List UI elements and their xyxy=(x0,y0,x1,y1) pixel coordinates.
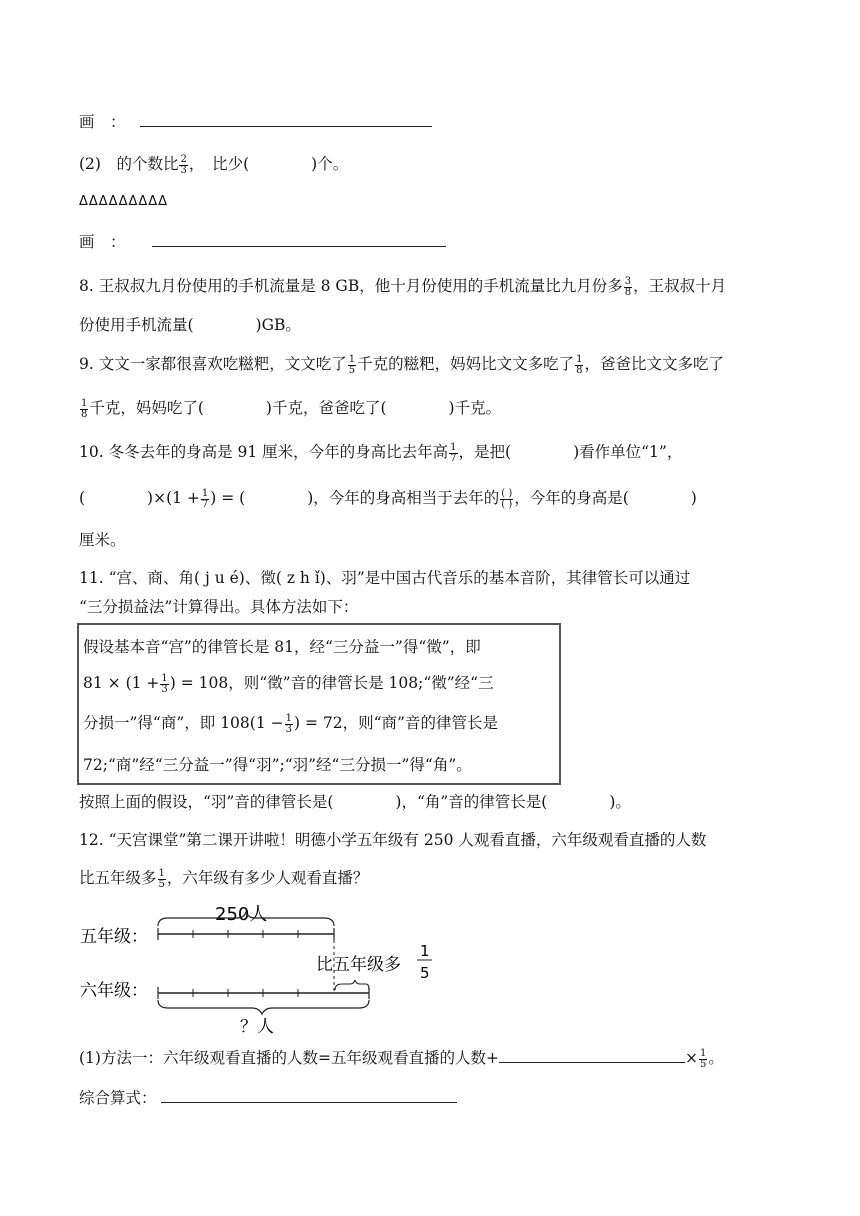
more-den: 5 xyxy=(420,964,430,982)
fraction: $\frac{1}{8}$ xyxy=(576,353,583,376)
box-row-4: 72;“商”经“三分益一”得“羽”;“羽”经“三分损一”得“角”。 xyxy=(83,756,472,774)
fraction: ( ) ( ) xyxy=(501,487,513,510)
q7-text: (2) 的个数比 xyxy=(79,155,179,173)
draw-line-1 xyxy=(79,112,432,132)
answer-blank[interactable] xyxy=(161,1088,457,1103)
draw-label: 画 ： xyxy=(79,233,126,251)
answer-blank[interactable] xyxy=(499,1048,685,1063)
q7-text: ， 比 xyxy=(188,155,228,173)
fraction: $\frac{1}{7}$ xyxy=(201,487,209,510)
box-row-1: 假设基本音“宫”的律管长是 81，经“三分益一”得“徵”，即 xyxy=(83,638,481,656)
count-label: 250人 xyxy=(215,904,268,925)
q12-line1: 12. “天宫课堂”第二课开讲啦！明德小学五年级有 250 人观看直播，六年级观看直播的人数 xyxy=(79,831,707,849)
q10-line3: 厘米。 xyxy=(79,531,126,549)
fraction: $\frac{2}{3}$ xyxy=(180,153,187,176)
fraction: $\frac{1}{3}$ xyxy=(161,672,168,695)
fraction: $\frac{1}{3}$ xyxy=(285,712,292,735)
box-row-3: 分损一”得“商”，即 108(1 − $\frac{1}{3}$ ) = 72，则“商”音的律管长是 xyxy=(83,712,498,735)
q7-text: 少( )个。 xyxy=(227,155,349,173)
fraction: $\frac{1}{8}$ xyxy=(81,397,88,420)
q12-line2: 比五年级多 $\frac{1}{5}$ ，六年级有多少人观看直播？ xyxy=(79,867,369,890)
answer-blank[interactable] xyxy=(152,232,446,247)
segment-diagram xyxy=(72,898,452,1036)
q10-line2: ( )×(1 + $\frac{1}{7}$ ) = ( )，今年的身高相当于去年的 ( ) ( ) ，今年的身高是( ) xyxy=(79,487,697,510)
draw-label: 画 ： xyxy=(79,113,126,131)
q7-part2 xyxy=(79,154,348,176)
q8-line1: 8. 王叔叔九月份使用的手机流量是 8 GB，他十月份使用的手机流量比九月份多 $\frac{3}{8}$ ，王叔叔十月 xyxy=(79,275,727,298)
grade5-label: 五年级： xyxy=(80,927,148,947)
q8-line2: 份使用手机流量( )GB。 xyxy=(79,316,301,334)
fraction: $\frac{1}{7}$ xyxy=(450,441,457,464)
method-box xyxy=(77,623,561,785)
box-row-2: 81 × (1 + $\frac{1}{3}$ ) = 108，则“徵”音的律管长是 108;“徵”经“三 xyxy=(83,672,494,695)
formula-line: 综合算式： xyxy=(79,1088,457,1108)
q11-line1: 11. “宫、商、角( j u é)、徵( z h ǐ)、羽”是中国古代音乐的基本音阶，其律管长可以通过 xyxy=(79,569,691,587)
q9-line2: $\frac{1}{8}$ 千克，妈妈吃了( )千克，爸爸吃了( )千克。 xyxy=(81,397,502,420)
fraction: $\frac{1}{5}$ xyxy=(348,353,356,376)
fraction: $\frac{1}{5}$ xyxy=(158,867,165,890)
fraction: $\frac{3}{8}$ xyxy=(624,275,632,298)
fraction: $\frac{1}{5}$ xyxy=(699,1047,707,1070)
grade6-label: 六年级： xyxy=(80,981,148,1001)
q9-line1: 9. 文文一家都很喜欢吃糍粑，文文吃了 $\frac{1}{5}$ 千克的糍粑，妈妈比文文多吃了 $\frac{1}{8}$ ，爸爸比文文多吃了 xyxy=(79,353,724,376)
draw-line-2 xyxy=(79,232,446,252)
brace-bottom xyxy=(158,1000,369,1014)
method1-line: (1)方法一：六年级观看直播的人数=五年级观看直播的人数+ × $\frac{1}{5}$ 。 xyxy=(79,1047,724,1070)
q11-line2: “三分损益法”计算得出。具体方法如下： xyxy=(79,598,359,616)
triangle-row: ΔΔΔΔΔΔΔΔΔ xyxy=(79,194,169,209)
q11-question: 按照上面的假设，“羽”音的律管长是( )，“角”音的律管长是( )。 xyxy=(79,793,631,811)
more-label: 比五年级多 xyxy=(316,955,401,975)
more-num: 1 xyxy=(420,942,430,960)
unknown-label: ？人 xyxy=(240,1017,274,1036)
q10-line1: 10. 冬冬去年的身高是 91 厘米，今年的身高比去年高 $\frac{1}{7}$ ，是把( )看作单位“1”， xyxy=(79,441,683,464)
answer-blank[interactable] xyxy=(140,112,432,127)
